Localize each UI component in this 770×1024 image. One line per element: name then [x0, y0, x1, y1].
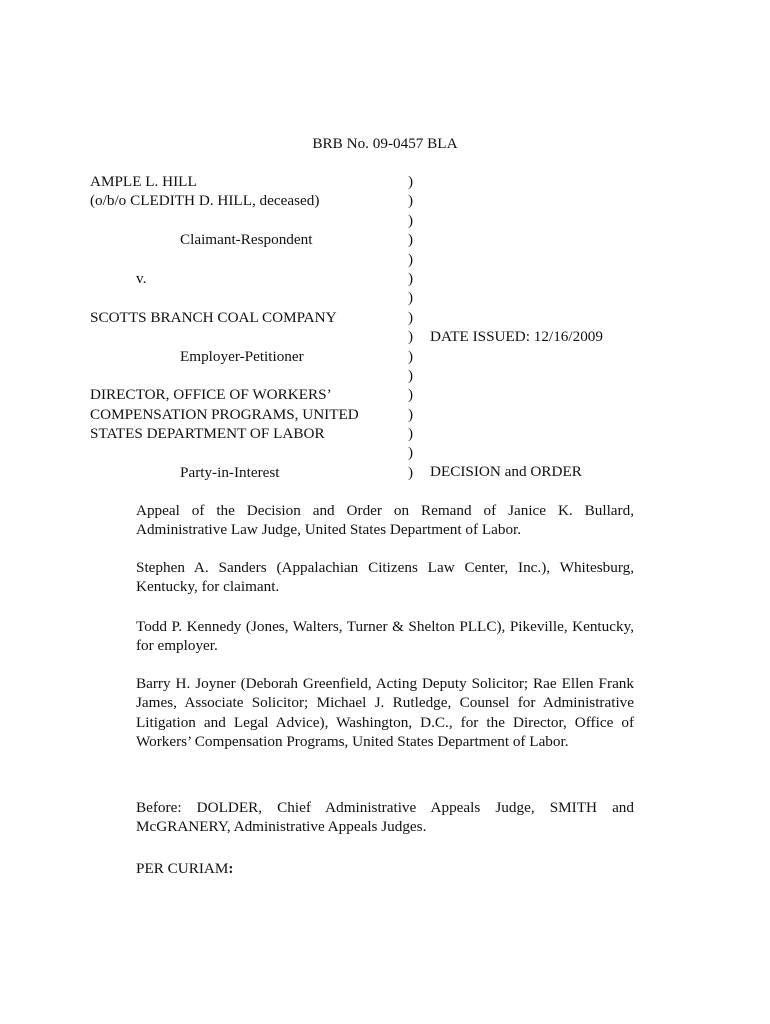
employer-role: Employer-Petitioner	[180, 347, 304, 365]
director-line-1: DIRECTOR, OFFICE OF WORKERS’	[90, 386, 332, 404]
claimant-role: Claimant-Respondent	[180, 231, 313, 249]
claimant-behalf: (o/b/o CLEDITH D. HILL, deceased)	[90, 192, 320, 210]
versus: v.	[136, 269, 147, 287]
decision-and-order-label: DECISION and ORDER	[430, 463, 582, 480]
before-panel-paragraph: Before: DOLDER, Chief Administrative Appeals Judge, SMITH and McGRANERY, Administrative Appeals Judges.	[136, 799, 634, 836]
caption-paren: )	[408, 211, 414, 229]
caption-paren: )	[408, 269, 414, 287]
employer-counsel-paragraph: Todd P. Kennedy (Jones, Walters, Turner & Shelton PLLC), Pikeville, Kentucky, for employer.	[136, 618, 634, 655]
caption-paren: )	[408, 463, 414, 481]
caption-paren: )	[408, 308, 414, 326]
claimant-counsel-paragraph: Stephen A. Sanders (Appalachian Citizens Law Center, Inc.), Whitesburg, Kentucky, for claimant.	[136, 559, 634, 596]
caption-paren: )	[408, 328, 414, 346]
caption-paren: )	[408, 386, 414, 404]
claimant-name: AMPLE L. HILL	[90, 173, 197, 190]
director-role: Party-in-Interest	[180, 463, 280, 481]
docket-number: BRB No. 09-0457 BLA	[312, 135, 458, 152]
per-curiam-colon: :	[228, 860, 234, 877]
employer-name: SCOTTS BRANCH COAL COMPANY	[90, 308, 337, 326]
per-curiam-label: PER CURIAM	[136, 860, 229, 877]
per-curiam-heading	[136, 859, 233, 878]
caption-paren: )	[408, 173, 414, 190]
director-counsel-paragraph: Barry H. Joyner (Deborah Greenfield, Acting Deputy Solicitor; Rae Ellen Frank James, Associate Solicitor; Michael J. Rutledge, Counsel for Administrative Litigation and Legal Advice), Washington, D.C., for the Director, Office of Workers’ Compensation Programs, United States Department of Labor.	[136, 675, 634, 751]
caption-paren: )	[408, 425, 414, 443]
caption-paren: )	[408, 347, 414, 365]
case-caption-parties	[90, 172, 359, 482]
caption-paren: )	[408, 366, 414, 384]
caption-paren: )	[408, 289, 414, 307]
caption-paren: )	[408, 231, 414, 249]
caption-paren: )	[408, 192, 414, 210]
director-line-3: STATES DEPARTMENT OF LABOR	[90, 425, 325, 443]
director-line-2: COMPENSATION PROGRAMS, UNITED	[90, 405, 359, 423]
appeal-paragraph: Appeal of the Decision and Order on Remand of Janice K. Bullard, Administrative Law Judge, United States Department of Labor.	[136, 502, 634, 539]
caption-paren-column	[408, 172, 413, 482]
caption-paren: )	[408, 444, 414, 462]
caption-paren: )	[408, 405, 414, 423]
caption-paren: )	[408, 250, 414, 268]
date-issued: DATE ISSUED: 12/16/2009	[430, 328, 603, 345]
